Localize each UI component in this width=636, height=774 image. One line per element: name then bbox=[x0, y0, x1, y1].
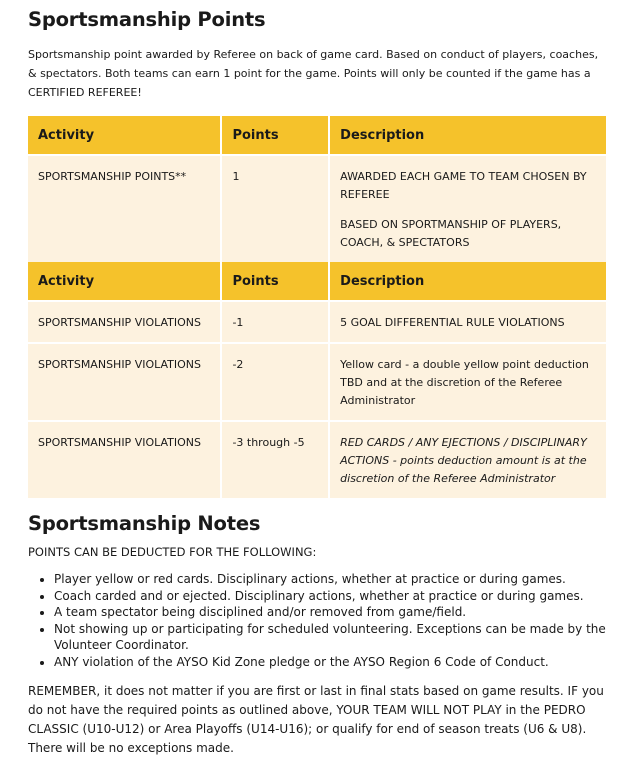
notes-title: Sportsmanship Notes bbox=[28, 512, 261, 535]
cell-activity: SPORTSMANSHIP VIOLATIONS bbox=[28, 421, 221, 498]
cell-activity: SPORTSMANSHIP POINTS** bbox=[28, 155, 221, 262]
list-item: • Not showing up or participating for scheduled volunteering. Exceptions can be made by the Volunteer Coordinator. bbox=[54, 621, 608, 654]
table-row bbox=[28, 155, 606, 262]
list-item: • ANY violation of the AYSO Kid Zone pledge or the AYSO Region 6 Code of Conduct. bbox=[54, 654, 608, 671]
description-line: AWARDED EACH GAME TO TEAM CHOSEN BY REFEREE bbox=[340, 170, 587, 201]
table-header-row bbox=[28, 116, 606, 155]
table-row bbox=[28, 421, 606, 498]
table-row bbox=[28, 343, 606, 421]
cell-description: RED CARDS / ANY EJECTIONS / DISCIPLINARY ACTIONS - points deduction amount is at the discretion of the Referee Administrator bbox=[329, 421, 606, 498]
list-item: • Coach carded and or ejected. Disciplinary actions, whether at practice or during games. bbox=[54, 588, 608, 605]
cell-points: -1 bbox=[221, 301, 329, 343]
list-item: • Player yellow or red cards. Disciplinary actions, whether at practice or during games. bbox=[54, 571, 608, 588]
notes-list bbox=[28, 571, 608, 670]
table-header-row bbox=[28, 262, 606, 301]
cell-points: -3 through -5 bbox=[221, 421, 329, 498]
intro-text: Sportsmanship point awarded by Referee on back of game card. Based on conduct of players, coaches, & spectators. Both teams can earn 1 point for the game. Points will only be counted if the game has a CERTIFIED REFEREE! bbox=[28, 48, 599, 99]
description-line: BASED ON SPORTMANSHIP OF PLAYERS, COACH, & SPECTATORS bbox=[340, 218, 562, 249]
cell-points: 1 bbox=[221, 155, 329, 262]
cell-points: -2 bbox=[221, 343, 329, 421]
header-description: Description bbox=[329, 116, 606, 155]
header-description: Description bbox=[329, 262, 606, 301]
notes-lead: POINTS CAN BE DEDUCTED FOR THE FOLLOWING: bbox=[28, 545, 317, 559]
header-points: Points bbox=[221, 262, 329, 301]
remember-paragraph: REMEMBER, it does not matter if you are first or last in final stats based on game results. IF you do not have the required points as outlined above, YOUR TEAM WILL NOT PLAY in the PEDRO CLASSIC (U10-U12) or Area Playoffs (U14-U16); or qualify for end of season treats (U6 & U8). There will be no exceptions made. bbox=[28, 684, 604, 755]
page-title: Sportsmanship Points bbox=[28, 8, 266, 31]
cell-description: Yellow card - a double yellow point deduction TBD and at the discretion of the Referee Administrator bbox=[329, 343, 606, 421]
cell-activity: SPORTSMANSHIP VIOLATIONS bbox=[28, 343, 221, 421]
header-points: Points bbox=[221, 116, 329, 155]
cell-activity: SPORTSMANSHIP VIOLATIONS bbox=[28, 301, 221, 343]
list-item: • A team spectator being disciplined and/or removed from game/field. bbox=[54, 604, 608, 621]
table-row bbox=[28, 301, 606, 343]
cell-description bbox=[329, 155, 606, 262]
header-activity: Activity bbox=[28, 262, 221, 301]
cell-description: 5 GOAL DIFFERENTIAL RULE VIOLATIONS bbox=[329, 301, 606, 343]
points-table bbox=[28, 116, 606, 498]
header-activity: Activity bbox=[28, 116, 221, 155]
